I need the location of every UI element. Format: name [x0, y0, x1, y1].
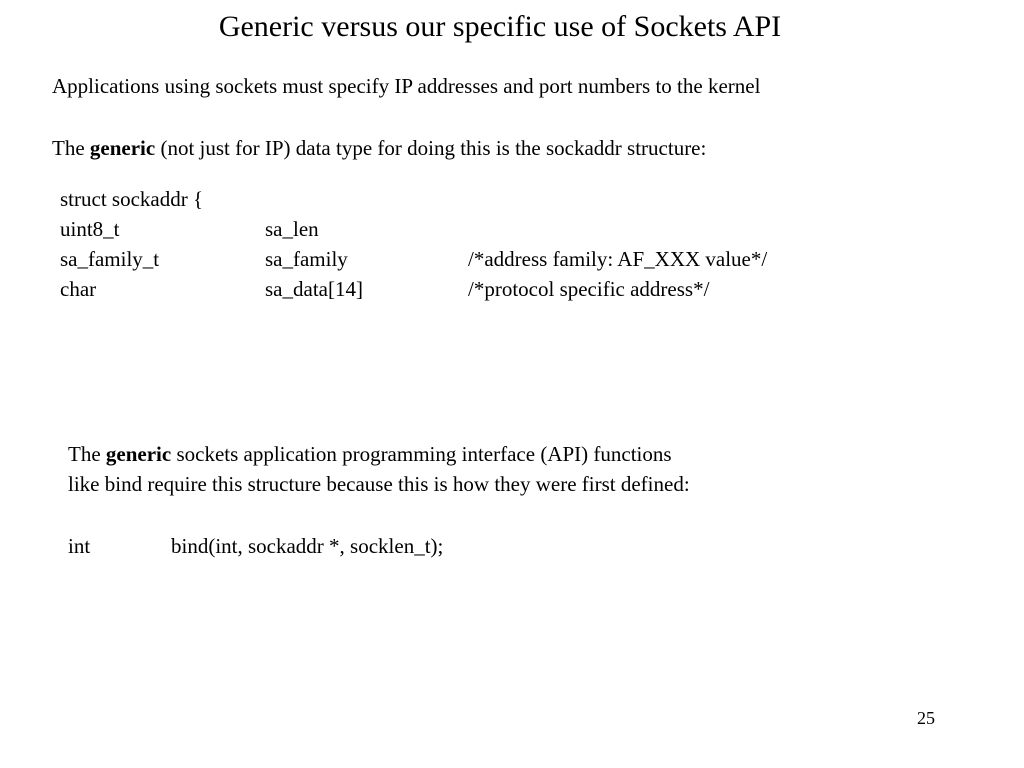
field-type: sa_family_t — [60, 247, 160, 271]
api-line1-prefix: The — [68, 442, 106, 466]
generic-line-bold: generic — [89, 136, 156, 160]
intro-paragraph: Applications using sockets must specify IP addresses and port numbers to the kernel — [52, 74, 761, 98]
struct-header-text: struct sockaddr { — [60, 187, 204, 211]
api-line1-suffix: sockets application programming interface (API) functions — [171, 442, 672, 466]
struct-header — [60, 186, 880, 212]
function-return-type: int — [68, 534, 91, 558]
struct-field-row — [60, 246, 880, 272]
field-name: sa_len — [265, 217, 319, 241]
generic-line-prefix: The — [52, 136, 90, 160]
api-paragraph-line2: like bind require this structure because this is how they were first defined: — [68, 472, 690, 496]
slide-title: Generic versus our specific use of Sockets API — [218, 10, 782, 43]
bind-prototype — [68, 533, 668, 559]
field-comment: /*address family: AF_XXX value*/ — [468, 247, 768, 271]
struct-field-row — [60, 216, 880, 242]
field-comment: /*protocol specific address*/ — [468, 277, 710, 301]
field-name: sa_family — [265, 247, 348, 271]
generic-line-suffix: (not just for IP) data type for doing this is the sockaddr structure: — [155, 136, 707, 160]
page-number: 25 — [917, 708, 935, 728]
field-type: uint8_t — [60, 217, 120, 241]
field-type: char — [60, 277, 97, 301]
field-name: sa_data[14] — [265, 277, 363, 301]
struct-field-row — [60, 276, 880, 302]
api-line1-bold: generic — [105, 442, 172, 466]
function-signature: bind(int, sockaddr *, socklen_t); — [171, 534, 444, 558]
generic-type-paragraph — [52, 135, 706, 161]
api-paragraph-line1 — [68, 441, 672, 467]
